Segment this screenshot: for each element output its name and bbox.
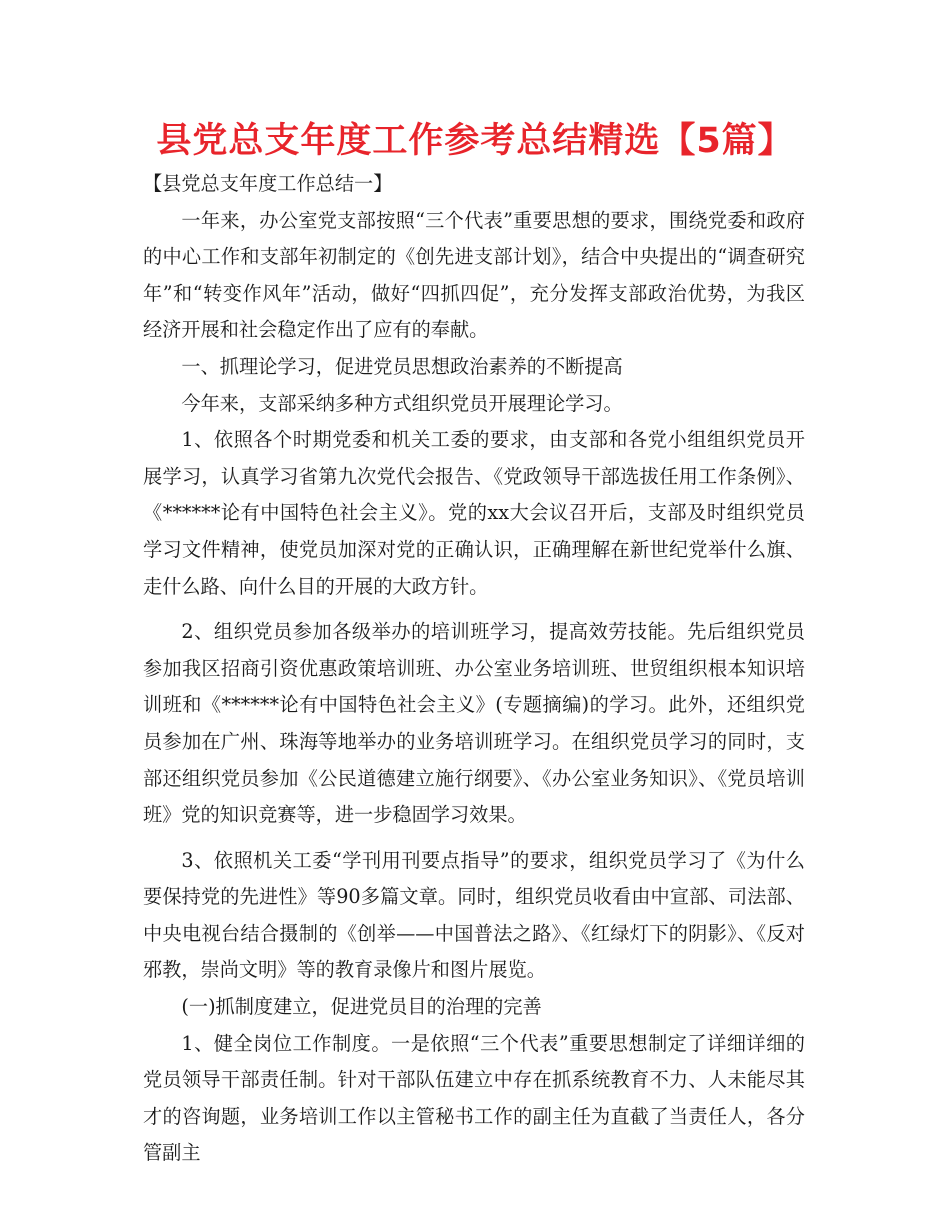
paragraph: 3、依照机关工委“学刊用刊要点指导”的要求，组织党员学习了《为什么要保持党的先进性》等90多篇文章。同时，组织党员收看由中宣部、司法部、中央电视台结合摄制的《创举——中国普法之路》、《红绿灯下的阴影》、《反对邪教，崇尚文明》等的教育录像片和图片展览。	[143, 848, 805, 982]
document-title: 县党总支年度工作参考总结精选【5篇】	[156, 121, 794, 161]
paragraph: 今年来，支部采纳多种方式组织党员开展理论学习。	[181, 391, 623, 415]
paragraph: 2、组织党员参加各级举办的培训班学习，提高效劳技能。先后组织党员参加我区招商引资优惠政策培训班、办公室业务培训班、世贸组织根本知识培训班和《******论有中国特色社会主义》(专题摘编)的学习。此外，还组织党员参加在广州、珠海等地举办的业务培训班学习。在组织党员学习的同时，支部还组织党员参加《公民道德建立施行纲要》、《办公室业务知识》、《党员培训班》党的知识竞赛等，进一步稳固学习效果。	[143, 620, 805, 827]
paragraph: 一年来，办公室党支部按照“三个代表”重要思想的要求，围绕党委和政府的中心工作和支部年初制定的《创先进支部计划》，结合中央提出的“调查研究年”和“转变作风年”活动，做好“四抓四促”，充分发挥支部政治优势，为我区经济开展和社会稳定作出了应有的奉献。	[143, 208, 805, 342]
document-body	[143, 166, 805, 1172]
section-heading: 一、抓理论学习，促进党员思想政治素养的不断提高	[181, 354, 623, 378]
section-heading: 【县党总支年度工作总结一】	[143, 172, 393, 195]
section-heading: (一)抓制度建立，促进党员目的治理的完善	[181, 995, 542, 1019]
paragraph: 1、健全岗位工作制度。一是依照“三个代表”重要思想制定了详细详细的党员领导干部责任制。针对干部队伍建立中存在抓系统教育不力、人未能尽其才的咨询题，业务培训工作以主管秘书工作的副主任为直截了当责任人，各分管副主	[143, 1031, 805, 1165]
paragraph: 1、依照各个时期党委和机关工委的要求，由支部和各党小组组织党员开展学习，认真学习省第九次党代会报告、《党政领导干部选拔任用工作条例》、《******论有中国特色社会主义》。党的xx大会议召开后，支部及时组织党员学习文件精神，使党员加深对党的正确认识，正确理解在新世纪党举什么旗、走什么路、向什么目的开展的大政方针。	[143, 428, 805, 598]
